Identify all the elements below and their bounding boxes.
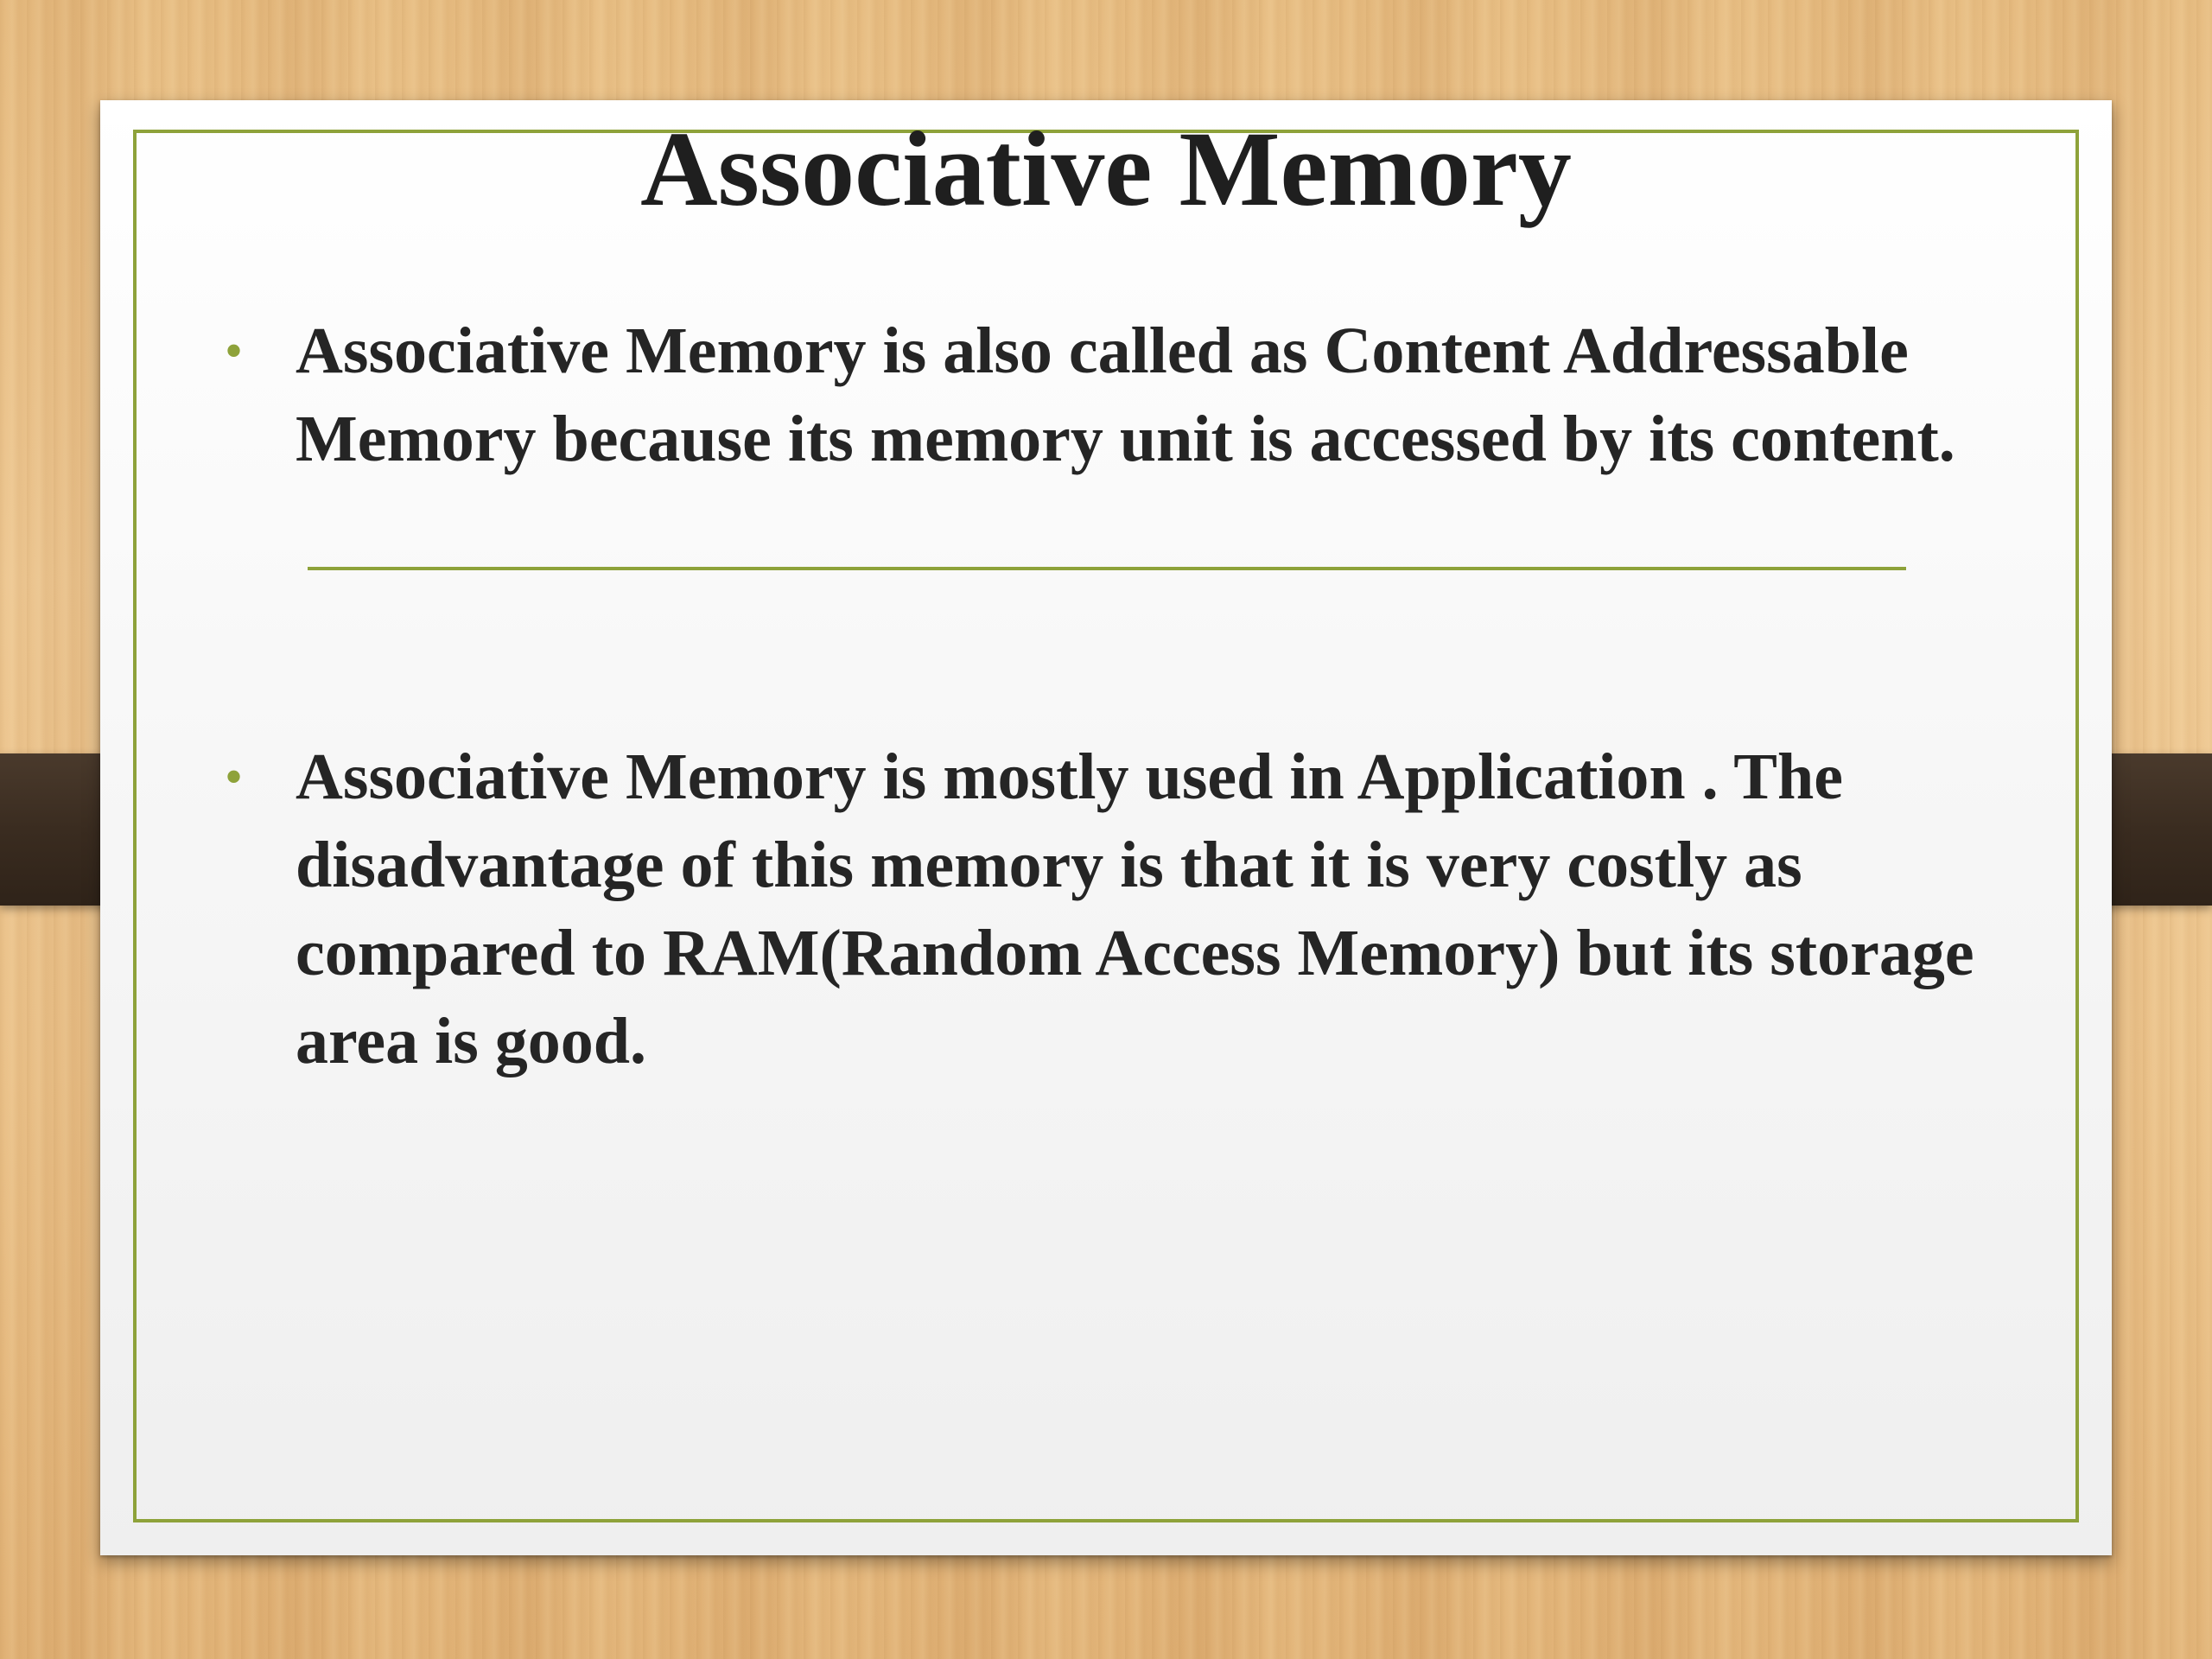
slide-title: Associative Memory [640,110,1572,228]
bullet-text-1: Associative Memory is also called as Content Addressable Memory because its memory unit is accessed by its content. [296,315,1955,475]
bullet-dot-icon: • [225,748,244,805]
divider-line [308,567,1906,570]
bullet-text-2: Associative Memory is mostly used in Application . The disadvantage of this memory is that it is very costly as compared to RAM(Random Access Memory) but its storage area is good. [296,741,1974,1077]
bullet-dot-icon: • [225,322,244,379]
